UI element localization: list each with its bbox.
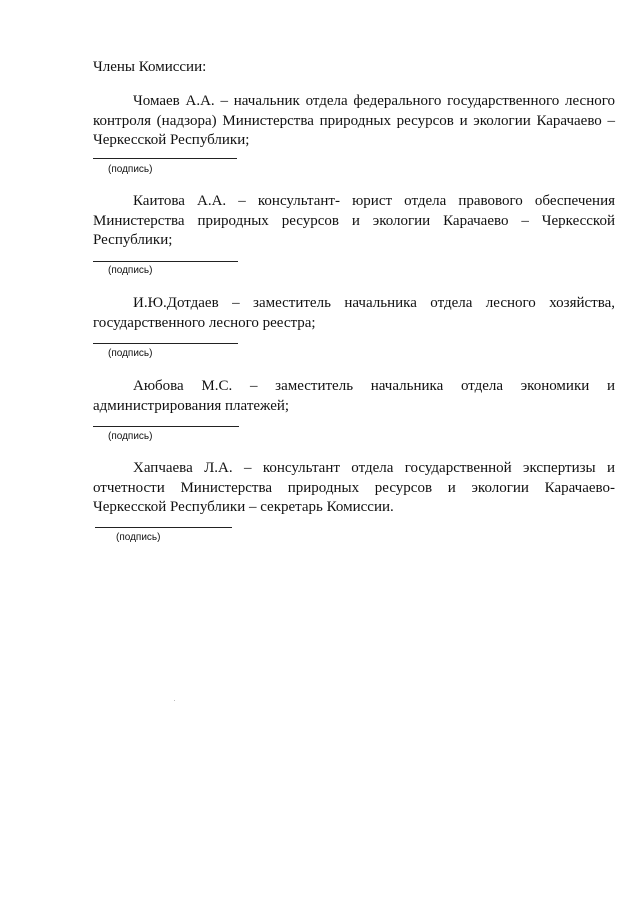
signature-label: (подпись): [116, 532, 161, 543]
member-entry-ayubova: Аюбова М.С. – заместитель начальника отдела экономики и администрирования платежей;: [93, 378, 615, 414]
signature-label: (подпись): [108, 265, 153, 276]
signature-line: [93, 158, 237, 159]
member-entry-chomaev: Чомаев А.А. – начальник отдела федерального государственного лесного контроля (надзора) Министерства природных ресурсов и экологии Карачаево – Черкесской Республики;: [93, 93, 615, 148]
signature-label: (подпись): [108, 431, 153, 442]
signature-line: [93, 426, 239, 427]
signature-line: [95, 527, 232, 528]
signature-label: (подпись): [108, 348, 153, 359]
signature-line: [93, 343, 238, 344]
signature-label: (подпись): [108, 164, 153, 175]
member-entry-khapchaeva: Хапчаева Л.А. – консультант отдела государственной экспертизы и отчетности Министерства природных ресурсов и экологии Карачаево-Черкесской Республики – секретарь Комиссии.: [93, 460, 615, 515]
scan-speck: [174, 700, 175, 701]
commission-members-heading: Члены Комиссии:: [93, 59, 207, 75]
signature-line: [93, 261, 238, 262]
member-entry-dotdaev: И.Ю.Дотдаев – заместитель начальника отдела лесного хозяйства, государственного лесного реестра;: [93, 295, 615, 331]
member-entry-kaitova: Каитова А.А. – консультант- юрист отдела правового обеспечения Министерства природных ресурсов и экологии Карачаево – Черкесской Республики;: [93, 193, 615, 248]
